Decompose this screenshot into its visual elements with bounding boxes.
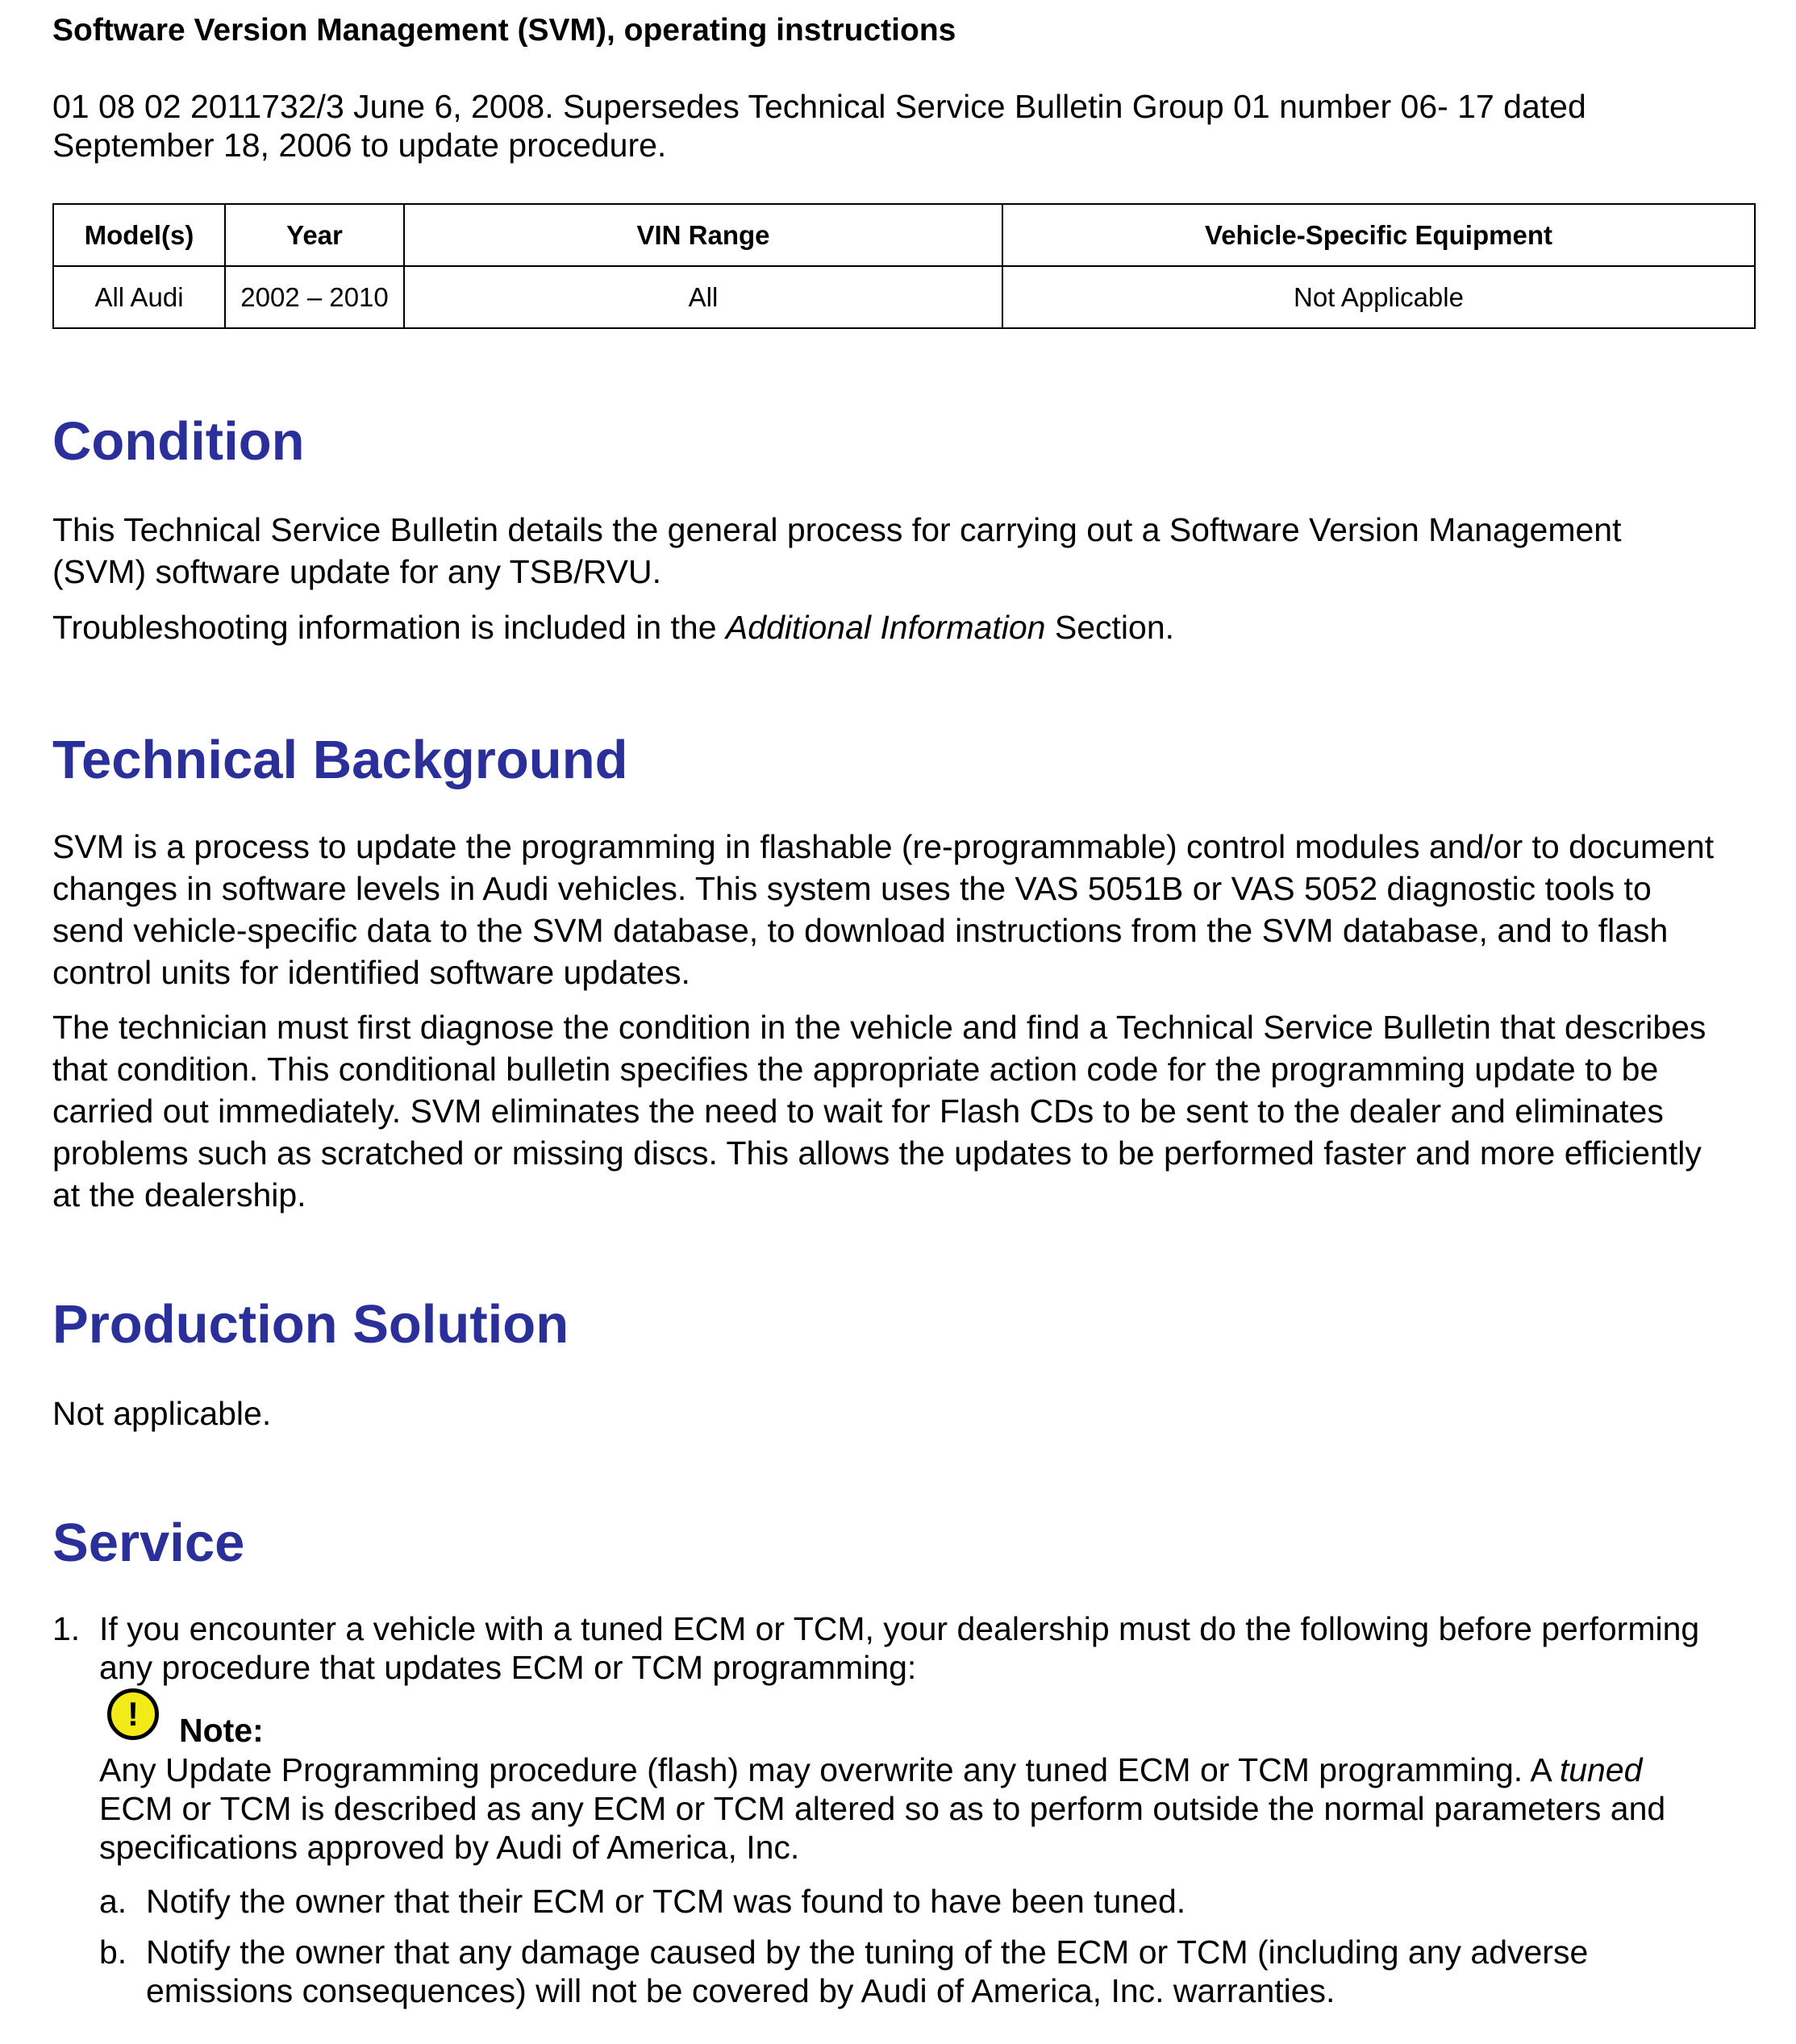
- sub-step-letter: a.: [99, 1883, 127, 1920]
- production-solution-paragraph: [52, 1393, 1754, 1434]
- text-line: Notify the owner that any damage caused by the tuning of the ECM or TCM (including any adverse: [146, 1934, 1589, 1971]
- applicability-table: [52, 203, 1756, 329]
- table-cell: Not Applicable: [1002, 266, 1755, 328]
- text-line: control units for identified software updates.: [52, 954, 690, 991]
- text-line: carried out immediately. SVM eliminates the need to wait for Flash CDs to be sent to the dealer and eliminates: [52, 1093, 1664, 1130]
- text-line: ECM or TCM is described as any ECM or TCM altered so as to perform outside the normal parameters and: [99, 1790, 1666, 1827]
- emphasis-text: tuned: [1559, 1751, 1643, 1788]
- caution-icon: !: [107, 1688, 159, 1740]
- bulletin-line: 01 08 02 2011732/3 June 6, 2008. Supersedes Technical Service Bulletin Group 01 number 06- 17 dated: [52, 88, 1586, 125]
- text-line: at the dealership.: [52, 1176, 306, 1213]
- sub-step: [99, 1882, 1754, 1922]
- text-line: problems such as scratched or missing discs. This allows the updates to be performed faster and more efficiently: [52, 1134, 1702, 1172]
- table-header-cell: Vehicle-Specific Equipment: [1002, 204, 1755, 266]
- step-text: [99, 1609, 1699, 1687]
- service-section: [52, 1511, 1754, 1576]
- table-header-row: [53, 204, 1755, 266]
- condition-paragraph: [52, 509, 1754, 593]
- note-label: Note:: [179, 1712, 264, 1749]
- text-run: Any Update Programming procedure (flash) may overwrite any tuned ECM or TCM programming. A: [99, 1751, 1560, 1788]
- section-heading: Production Solution: [52, 1294, 569, 1355]
- text-line: Not applicable.: [52, 1395, 272, 1432]
- note-text: [99, 1751, 1754, 1867]
- text-line: that condition. This conditional bulletin specifies the appropriate action code for the programming update to be: [52, 1051, 1659, 1088]
- text-line: This Technical Service Bulletin details the general process for carrying out a Software Version Management: [52, 511, 1622, 548]
- sub-step-text: Notify the owner that their ECM or TCM was found to have been tuned.: [146, 1883, 1186, 1920]
- table-header-cell: VIN Range: [404, 204, 1002, 266]
- text-line: If you encounter a vehicle with a tuned ECM or TCM, your dealership must do the following before performing: [99, 1610, 1700, 1647]
- technical-background-paragraph: [52, 826, 1754, 993]
- step-number: 1.: [52, 1610, 81, 1647]
- text-run: Section.: [1045, 609, 1175, 646]
- sub-step-letter: b.: [99, 1934, 127, 1971]
- condition-paragraph: [52, 606, 1754, 648]
- technical-background-section: [52, 728, 1754, 793]
- emphasis-text: Additional Information: [725, 609, 1046, 646]
- bulletin-info: [52, 87, 1586, 164]
- text-run: Troubleshooting information is included in the: [52, 609, 726, 646]
- text-line: any procedure that updates ECM or TCM programming:: [99, 1649, 917, 1686]
- document-title: Software Version Management (SVM), operating instructions: [52, 13, 956, 48]
- bulletin-line: September 18, 2006 to update procedure.: [52, 127, 667, 164]
- text-line: [99, 1751, 1754, 1789]
- section-heading: Technical Background: [52, 730, 628, 790]
- text-line: The technician must first diagnose the condition in the vehicle and find a Technical Service Bulletin that describes: [52, 1009, 1706, 1046]
- condition-section: [52, 410, 1754, 474]
- section-heading: Service: [52, 1513, 245, 1573]
- table-header-cell: Model(s): [53, 204, 225, 266]
- technical-background-paragraph: [52, 1006, 1754, 1216]
- text-line: emissions consequences) will not be covered by Audi of America, Inc. warranties.: [146, 1972, 1336, 2009]
- sub-step: [99, 1933, 1754, 2013]
- table-header-cell: Year: [225, 204, 404, 266]
- text-line: (SVM) software update for any TSB/RVU.: [52, 553, 662, 590]
- production-solution-section: [52, 1293, 1754, 1357]
- table-row: [53, 266, 1755, 328]
- text-line: changes in software levels in Audi vehicles. This system uses the VAS 5051B or VAS 5052 diagnostic tools to: [52, 870, 1652, 907]
- text-line: [52, 606, 1754, 648]
- section-heading: Condition: [52, 411, 305, 472]
- text-line: send vehicle-specific data to the SVM database, to download instructions from the SVM database, and to flash: [52, 912, 1669, 949]
- table-cell: All: [404, 266, 1002, 328]
- table-cell: All Audi: [53, 266, 225, 328]
- text-line: SVM is a process to update the programming in flashable (re-programmable) control modules and/or to document: [52, 828, 1715, 865]
- sub-step-text: [146, 1933, 1588, 2010]
- table-cell: 2002 – 2010: [225, 266, 404, 328]
- service-step: [52, 1609, 1754, 1690]
- text-line: specifications approved by Audi of America, Inc.: [99, 1829, 800, 1866]
